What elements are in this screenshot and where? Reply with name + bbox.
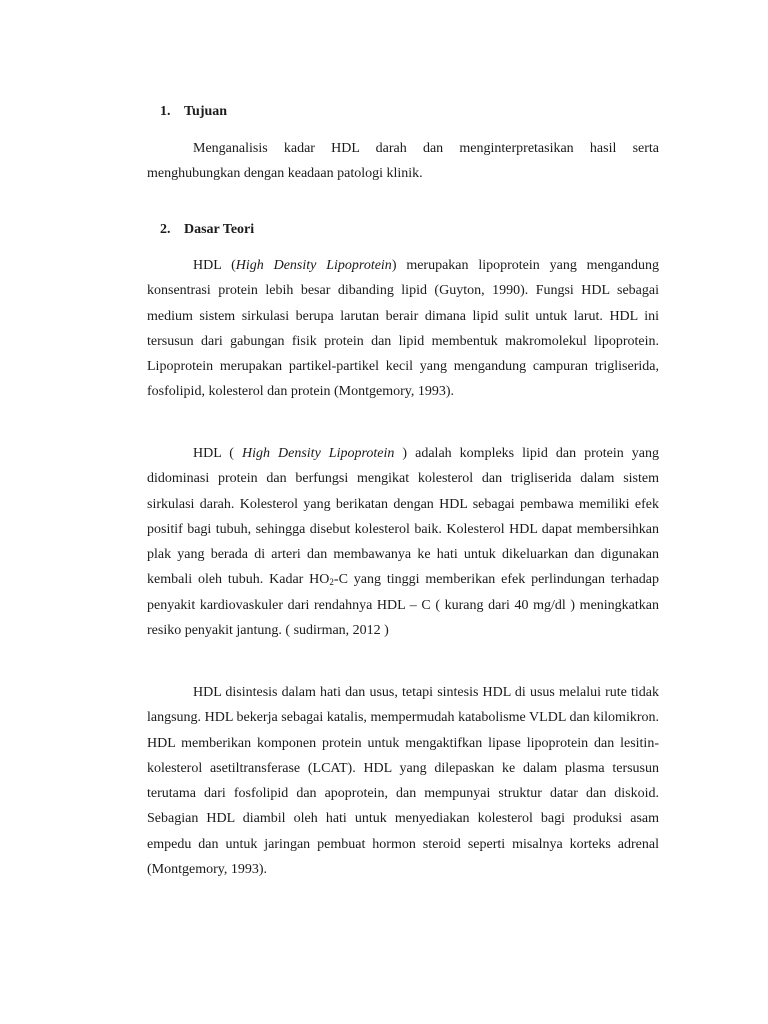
section-title: Tujuan (184, 104, 228, 119)
paragraph-text: HDL disintesis dalam hati dan usus, tetapi sintesis HDL di usus melalui rute tidak langsung. HDL bekerja sebagai katalis, mempermudah katabolisme VLDL dan kilomikron. HDL memberikan komponen protein untuk mengaktifkan lipase lipoprotein dan lesitin-kolesterol asetiltransferase (LCAT). HDL yang dilepaskan ke dalam plasma tersusun terutama dari fosfolipid dan apoprotein, dan mempunyai struktur datar dan diskoid. Sebagian HDL diambil oleh hati untuk menyediakan kolesterol bagi produksi asam empedu dan untuk jaringan pembuat hormon steroid seperti misalnya korteks adrenal (Montgemory, 1993). (147, 685, 659, 878)
italic-term: High Density Lipoprotein (241, 446, 395, 461)
paragraph-dasar-teori-2 (147, 441, 659, 643)
paragraph-text: HDL ( (193, 258, 236, 273)
section-heading-tujuan (160, 103, 227, 121)
section-title: Dasar Teori (184, 222, 255, 237)
paragraph-text: Menganalisis kadar HDL darah dan menginterpretasikan hasil serta menghubungkan dengan keadaan patologi klinik. (147, 141, 659, 182)
paragraph-text: ) merupakan lipoprotein yang mengandung konsentrasi protein lebih besar dibanding lipid (Guyton, 1990). Fungsi HDL sebagai medium sistem sirkulasi berupa larutan berair dimana lipid sulit untuk larut. HDL ini tersusun dari gabungan fisik protein dan lipid membentuk makromolekul lipoprotein. Lipoprotein merupakan partikel-partikel kecil yang mengandung campuran trigliserida, fosfolipid, kolesterol dan protein (Montgemory, 1993). (147, 258, 659, 400)
section-number: 1. (160, 104, 171, 119)
paragraph-text: ) adalah kompleks lipid dan protein yang didominasi protein dan berfungsi mengikat kolesterol dan trigliserida dalam sistem sirkulasi darah. Kolesterol yang berikatan dengan HDL sebagai pembawa memiliki efek positif bagi tubuh, sehingga disebut kolesterol baik. Kolesterol HDL dapat membersihkan plak yang berada di arteri dan membawanya ke hati untuk dikeluarkan dan digunakan kembali oleh tubuh. Kadar HO (147, 446, 659, 588)
paragraph-dasar-teori-1 (147, 253, 659, 405)
section-number: 2. (160, 222, 171, 237)
italic-term: High Density Lipoprotein (235, 258, 392, 273)
paragraph-text: HDL ( (193, 446, 242, 461)
section-heading-dasar-teori (160, 221, 254, 239)
paragraph-text: -C yang tinggi memberikan efek perlindungan terhadap penyakit kardiovaskuler dari rendahnya HDL – C ( kurang dari 40 mg/dl ) meningkatkan resiko penyakit jantung. ( sudirman, 2012 ) (147, 572, 659, 639)
paragraph-dasar-teori-3 (147, 680, 659, 882)
paragraph-tujuan (147, 136, 659, 187)
subscript: 2 (329, 577, 334, 588)
